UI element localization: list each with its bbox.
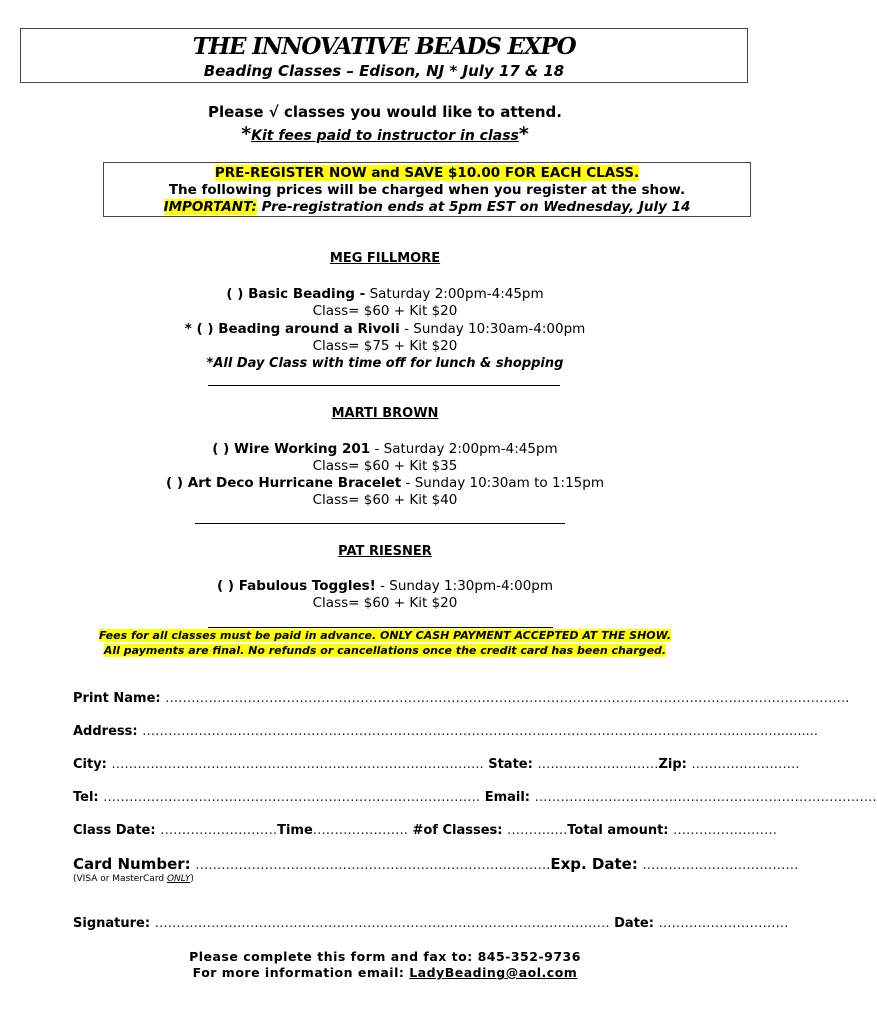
email-field[interactable]: Email: <box>484 790 530 805</box>
kit-fee-note: *Kit fees paid to instructor in class* <box>241 123 529 145</box>
state-field[interactable]: State: <box>488 757 533 772</box>
class-price: Class= $60 + Kit $35 <box>312 458 458 474</box>
exp-date-field[interactable]: Exp. Date: <box>550 855 638 873</box>
page-title: THE INNOVATIVE BEADS EXPO <box>192 33 576 60</box>
signature-field[interactable]: Signature: …………………………………………………………………………………………… Date: ………………………… <box>73 916 789 931</box>
class-price: Class= $60 + Kit $40 <box>312 492 458 508</box>
print-name-field[interactable]: Print Name: …………………………………………………………………………………………………………………….……………………. <box>73 691 850 706</box>
all-day-note: *All Day Class with time off for lunch & shopping <box>206 356 564 371</box>
fees-notice: Fees for all classes must be paid in advance. ONLY CASH PAYMENT ACCEPTED AT THE SHOW. All payments are final. No refunds or cancellations once the credit card has been charged. <box>98 629 672 657</box>
prereg-price-note: The following prices will be charged when you register at the show. <box>168 182 686 198</box>
tel-field[interactable]: Tel: …………………………………………………………………………… Email: ……………………………………………………………………. <box>73 790 877 805</box>
class-date-field[interactable]: Class Date: ………………………Time…………………. #of Classes: ……….….Total amount: …………………… <box>73 823 778 838</box>
class-price: Class= $75 + Kit $20 <box>312 338 458 354</box>
important-label: IMPORTANT: <box>163 199 257 215</box>
fax-instructions: Please complete this form and fax to: 845-352-9736 <box>189 949 581 964</box>
time-field[interactable]: Time <box>277 823 313 838</box>
star-icon: * <box>241 123 252 145</box>
prereg-headline: PRE-REGISTER NOW and SAVE $10.00 FOR EACH CLASS. <box>214 165 640 181</box>
class-option[interactable]: ( ) Art Deco Hurricane Bracelet - Sunday 10:30am to 1:15pm <box>166 475 604 491</box>
title-box <box>20 28 748 83</box>
instructions: Please √ classes you would like to attend. <box>208 103 562 121</box>
card-type-note: (VISA or MasterCard ONLY) <box>73 874 194 884</box>
contact-line: For more information email: LadyBeading@aol.com <box>192 965 578 980</box>
class-price: Class= $60 + Kit $20 <box>312 303 458 319</box>
city-field[interactable]: City: ………………………………………………………………………….. State: ……………….………Zip: ……………………. <box>73 757 800 772</box>
divider <box>208 385 560 386</box>
num-classes-field[interactable]: #of Classes: <box>412 823 503 838</box>
divider <box>195 523 565 524</box>
page-subtitle: Beading Classes – Edison, NJ * July 17 & 18 <box>203 62 565 80</box>
contact-email-link[interactable]: LadyBeading@aol.com <box>409 965 578 980</box>
instructor-heading: MARTI BROWN <box>331 406 439 421</box>
address-field[interactable]: Address: ………………………………………………………………………………………………………………………...................... <box>73 724 819 739</box>
class-option[interactable]: ( ) Basic Beading - Saturday 2:00pm-4:45pm <box>226 286 544 302</box>
class-option[interactable]: * ( ) Beading around a Rivoli - Sunday 10:30am-4:00pm <box>184 321 586 337</box>
important-text: Pre-registration ends at 5pm EST on Wednesday, July 14 <box>256 199 691 215</box>
date-field[interactable]: Date: <box>614 916 654 931</box>
class-price: Class= $60 + Kit $20 <box>312 595 458 611</box>
class-option[interactable]: ( ) Wire Working 201 - Saturday 2:00pm-4:45pm <box>212 441 558 457</box>
total-amount-field[interactable]: Total amount: <box>567 823 669 838</box>
card-number-field[interactable]: Card Number: ……………………………………………………………………….Exp. Date: ……………………………… <box>73 855 799 873</box>
preregistration-box <box>103 162 751 217</box>
star-icon: * <box>518 123 529 145</box>
instructor-heading: MEG FILLMORE <box>329 251 441 266</box>
class-option[interactable]: ( ) Fabulous Toggles! - Sunday 1:30pm-4:00pm <box>216 578 553 594</box>
instructor-heading: PAT RIESNER <box>338 544 432 559</box>
zip-field[interactable]: Zip: <box>658 757 687 772</box>
